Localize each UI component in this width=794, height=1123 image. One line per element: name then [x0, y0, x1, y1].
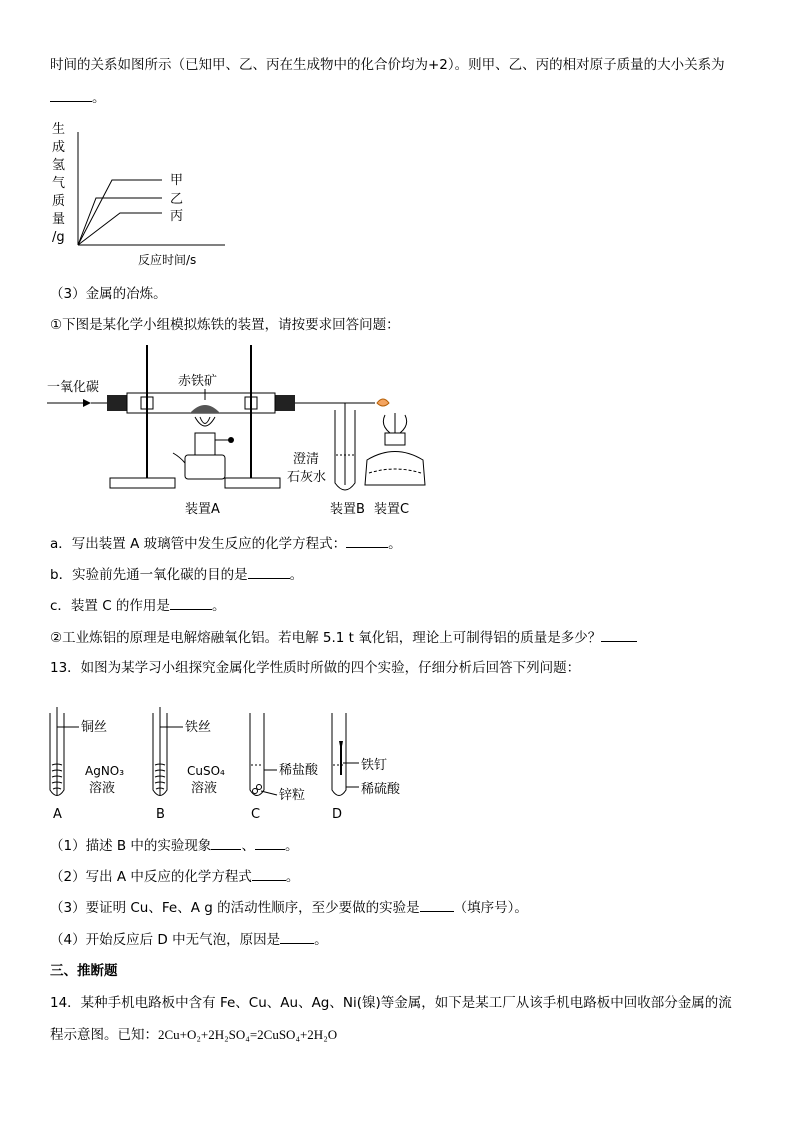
text: 程示意图。已知：: [50, 1027, 158, 1043]
iron-smelting-apparatus: [45, 345, 465, 525]
answer-blank[interactable]: [248, 564, 290, 579]
device-b-label: 装置B: [330, 502, 365, 517]
answer-blank[interactable]: [601, 627, 637, 642]
sub-question-2: [50, 866, 299, 887]
solution-label-a: 溶液: [89, 781, 116, 796]
text: （4）开始反应后 D 中无气泡，原因是: [50, 932, 281, 948]
text: b．实验前先通一氧化碳的目的是: [50, 567, 248, 583]
text: a．写出装置 A 玻璃管中发生反应的化学方程式：: [50, 536, 347, 552]
hematite-powder: [190, 405, 220, 413]
section-heading: [50, 961, 118, 981]
right-stopper: [275, 395, 295, 411]
sub-question-4: [50, 929, 328, 950]
nail-head: [339, 741, 343, 751]
text: 。: [314, 932, 328, 948]
text: ②工业炼铝的原理是电解熔融氧化铝。若电解 5.1 t 氧化铝，理论上可制得铝的质量是多少？: [50, 630, 602, 646]
question-c: [50, 595, 225, 616]
question-intro: [50, 315, 400, 335]
answer-blank[interactable]: [346, 533, 388, 548]
test-tube-d: [332, 713, 346, 796]
text: c．装置 C 的作用是: [50, 598, 170, 614]
y-axis-label-char: 量: [52, 212, 66, 227]
hematite-label: 赤铁矿: [178, 374, 218, 389]
answer-line: [50, 87, 106, 108]
burner-hose: [173, 453, 185, 463]
pointer: [261, 791, 277, 795]
text: （3）要证明 Cu、Fe、A g 的活动性顺序，至少要做的实验是: [50, 900, 420, 916]
answer-blank[interactable]: [50, 87, 92, 102]
text: 时间的关系如图所示（已知甲、乙、丙在生成物中的化合价均为+2）。则甲、乙、丙的相对原子质量的大小关系为: [50, 57, 725, 73]
answer-blank[interactable]: [211, 835, 241, 850]
question-14-cont: [50, 1025, 337, 1045]
y-axis-label-char: 质: [52, 194, 66, 209]
limewater-label-2: 石灰水: [287, 470, 327, 485]
burner-flame: [195, 417, 215, 426]
sub-question-1: [50, 835, 298, 856]
zinc-granule: [257, 785, 262, 790]
zinc-granule: [253, 789, 258, 794]
lamp-wick-flame: [383, 413, 406, 433]
metal-experiments-figure: [45, 705, 425, 835]
x-axis-label: 反应时间/s: [138, 253, 197, 267]
iron-wire-label: 铁丝: [185, 720, 212, 735]
device-c-label: 装置C: [374, 502, 410, 517]
left-stopper: [107, 395, 127, 411]
solution-label-b: 溶液: [191, 781, 218, 796]
answer-blank[interactable]: [420, 897, 454, 912]
text: 。: [211, 598, 226, 614]
lamp-cap: [385, 433, 405, 445]
exhaust-flame-icon: [377, 399, 389, 406]
y-axis-label-char: 氢: [52, 158, 66, 173]
co-label: 一氧化碳: [47, 380, 100, 395]
y-axis-label-char: 成: [52, 140, 66, 155]
arrow-head-icon: [83, 399, 91, 407]
text: （3）金属的冶炼。: [50, 286, 167, 302]
question-13: [50, 658, 580, 678]
valve-knob: [228, 437, 234, 443]
y-axis-label-char: /g: [52, 230, 65, 245]
text: 。: [92, 90, 106, 106]
text: 、: [241, 838, 255, 854]
text: （1）描述 B 中的实验现象: [50, 838, 212, 854]
burner-neck: [195, 433, 215, 455]
cuso4-label: CuSO₄: [187, 764, 225, 778]
question-b: [50, 564, 303, 585]
text: ①下图是某化学小组模拟炼铁的装置，请按要求回答问题：: [50, 317, 400, 333]
tube-letter-c: C: [251, 807, 261, 822]
hydrogen-mass-graph: [40, 118, 240, 268]
answer-blank[interactable]: [170, 595, 212, 610]
tube-letter-a: A: [53, 807, 62, 822]
left-stand-base: [110, 478, 175, 488]
zinc-label: 锌粒: [279, 788, 306, 803]
text: 14．某种手机电路板中含有 Fe、Cu、Au、Ag、Ni(镍)等金属，如下是某工厂从该手机电路板中回收部分金属的流: [50, 995, 732, 1011]
series-label-yi: 乙: [170, 192, 184, 207]
answer-blank[interactable]: [252, 866, 286, 881]
series-label-bing: 丙: [170, 209, 184, 224]
copper-wire-label: 铜丝: [81, 720, 108, 735]
text: 。: [285, 869, 300, 885]
burner-body: [185, 455, 225, 479]
device-a-label: 装置A: [185, 502, 220, 517]
question-a: [50, 533, 402, 554]
paragraph-line: [50, 55, 725, 75]
series-line-bing: [78, 213, 162, 245]
part-heading: [50, 284, 167, 304]
text: （填序号）。: [453, 900, 528, 916]
question-14: [50, 993, 732, 1013]
text: 三、推断题: [50, 963, 118, 979]
hcl-label: 稀盐酸: [279, 763, 319, 778]
answer-blank[interactable]: [255, 835, 285, 850]
series-label-jia: 甲: [170, 173, 184, 188]
answer-blank[interactable]: [280, 929, 314, 944]
question-2: [50, 627, 637, 648]
right-stand-base: [225, 478, 280, 488]
y-axis-label-char: 生: [52, 122, 66, 137]
text: 。: [284, 838, 299, 854]
text: 13．如图为某学习小组探究金属化学性质时所做的四个实验，仔细分析后回答下列问题：: [50, 660, 581, 676]
h2so4-label: 稀硫酸: [361, 782, 401, 797]
text: 。: [289, 567, 304, 583]
iron-nail-label: 铁钉: [361, 758, 388, 773]
tube-letter-d: D: [332, 807, 343, 822]
text: 。: [388, 536, 402, 552]
alcohol-lamp-c: [365, 452, 425, 486]
chemical-equation: 2Cu+O₂+2H₂SO₄=2CuSO₄+2H₂O: [158, 1027, 338, 1042]
sub-question-3: [50, 897, 528, 918]
y-axis-label-char: 气: [52, 176, 66, 191]
tube-letter-b: B: [156, 807, 165, 822]
test-tube-c: [250, 713, 264, 796]
limewater-label-1: 澄清: [293, 452, 320, 467]
text: （2）写出 A 中反应的化学方程式: [50, 869, 252, 885]
agno3-label: AgNO₃: [85, 764, 125, 778]
